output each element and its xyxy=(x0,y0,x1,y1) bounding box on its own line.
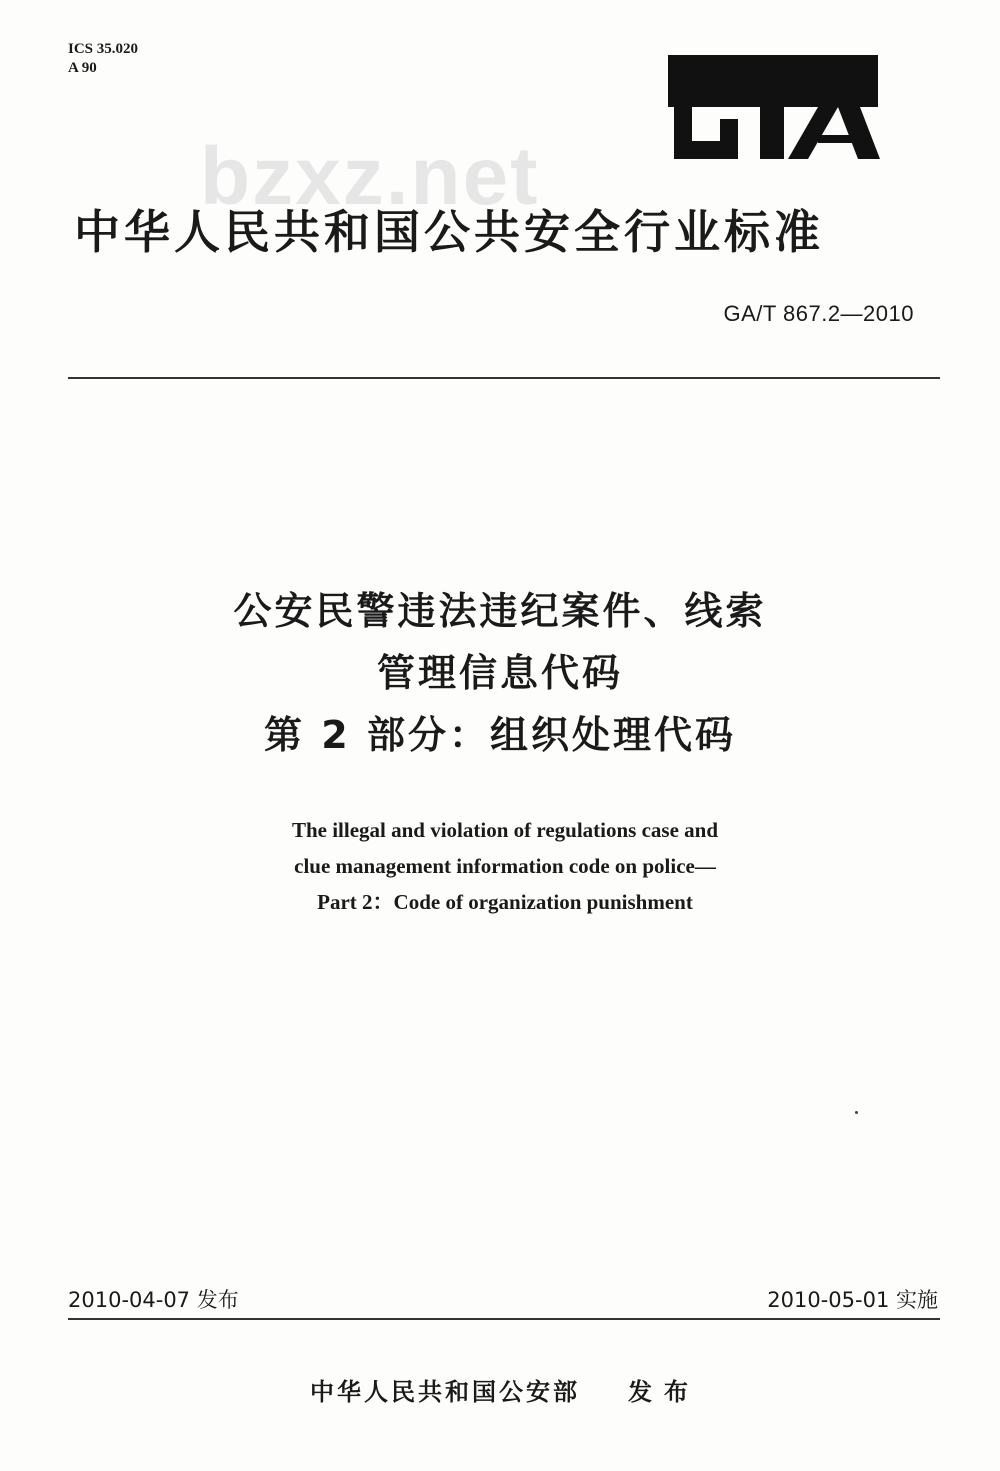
issue-date: 2010-04-07 发布 xyxy=(68,1288,239,1312)
chinese-title-line-1: 公安民警违法违纪案件、线索 xyxy=(233,589,767,633)
standard-code: GA/T 867.2—2010 xyxy=(723,301,914,326)
publisher-name: 中华人民共和国公安部 xyxy=(310,1378,580,1406)
ics-code: ICS 35.020 xyxy=(68,41,139,57)
chinese-title xyxy=(0,580,1000,766)
classification-codes xyxy=(68,40,138,78)
english-title-line-1: The illegal and violation of regulations case and xyxy=(291,818,719,842)
ccs-code: A 90 xyxy=(68,60,97,76)
implementation-date: 2010-05-01 实施 xyxy=(767,1288,938,1312)
chinese-title-line-3: 第 2 部分：组织处理代码 xyxy=(264,713,736,757)
ga-logo xyxy=(668,55,880,163)
english-title-line-3: Part 2：Code of organization punishment xyxy=(317,890,693,914)
publisher-line xyxy=(0,1372,1000,1407)
chinese-title-line-2: 管理信息代码 xyxy=(376,651,623,695)
standard-category-title: 中华人民共和国公共安全行业标准 xyxy=(74,205,824,259)
watermark: bzxz.net xyxy=(200,131,540,222)
english-title xyxy=(0,812,1000,920)
publisher-verb: 发布 xyxy=(628,1378,700,1406)
header-divider xyxy=(68,377,940,379)
scan-speck xyxy=(855,1111,858,1114)
english-title-line-2: clue management information code on police— xyxy=(294,854,716,878)
footer-divider xyxy=(68,1318,940,1320)
